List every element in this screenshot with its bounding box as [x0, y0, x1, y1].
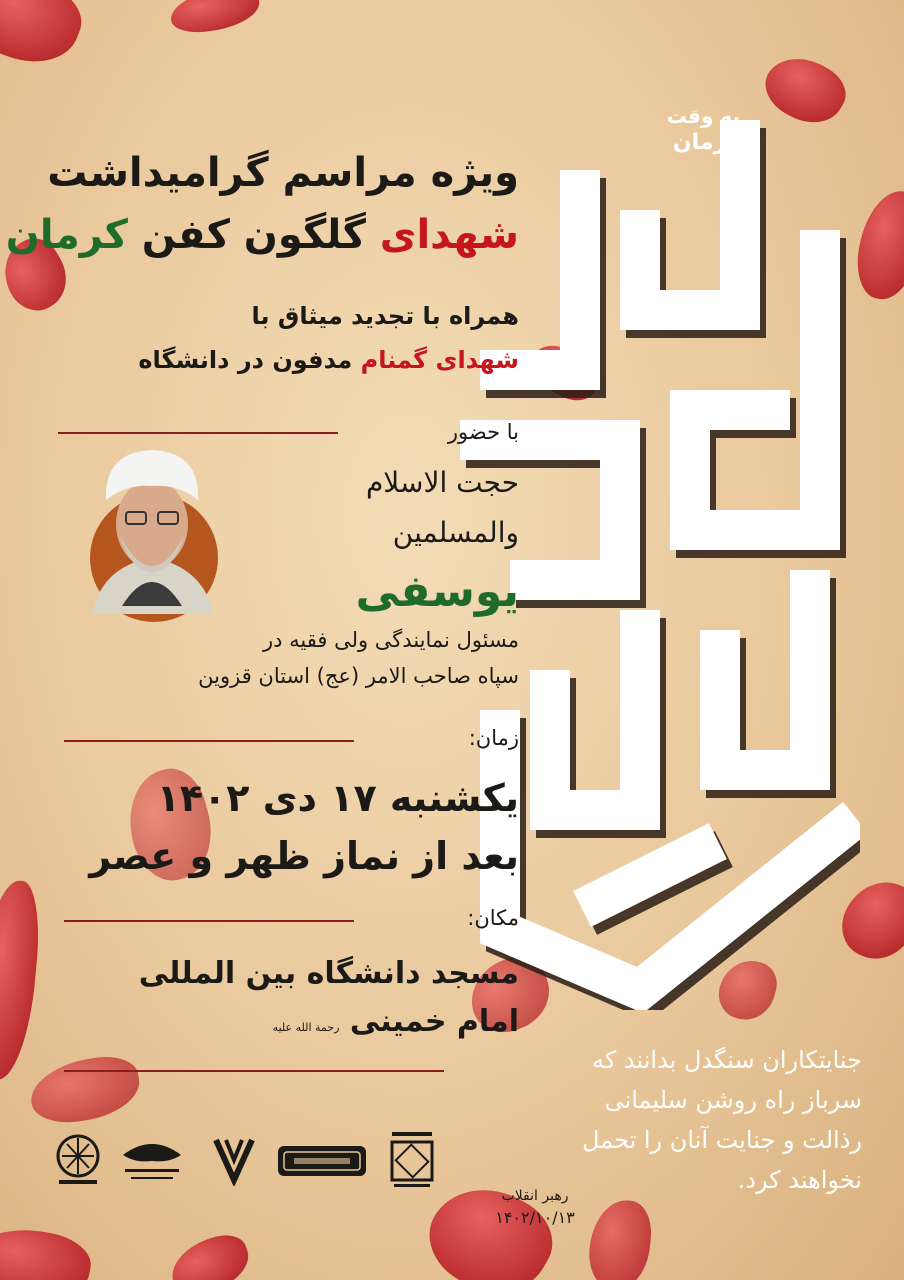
quote-line1: جنایتکاران سنگدل بدانند که: [591, 1046, 862, 1074]
rose-petal: [0, 1220, 95, 1280]
banner-logo-icon: [272, 1130, 372, 1190]
rose-petal: [26, 1051, 145, 1129]
headline-green-part: کرمان: [5, 212, 128, 258]
honorific: رحمة الله علیه: [272, 1021, 340, 1034]
rose-petal: [0, 878, 44, 1082]
venue-line1: مسجد دانشگاه بین المللی: [138, 956, 519, 991]
subheadline-line2: [138, 346, 519, 374]
subheadline-line1: همراه با تجدید میثاق با: [251, 302, 519, 330]
seal-icon: [112, 1130, 192, 1190]
headline-dark-part: گلگون کفن: [141, 212, 366, 258]
rose-petal: [586, 1198, 654, 1280]
speaker-name: یوسفی: [355, 566, 519, 617]
headline-line2: [6, 212, 519, 258]
subheadline-dark-part: مدفون در دانشگاه: [138, 346, 353, 374]
subheadline-red-part: شهدای گمنام: [360, 346, 519, 374]
basij-icon: [46, 1130, 110, 1190]
rose-petal: [0, 0, 90, 76]
speaker-title-1: حجت الاسلام: [365, 466, 519, 499]
headline-red-part: شهدای: [379, 212, 519, 258]
quote-line4: نخواهند کرد.: [737, 1166, 862, 1194]
event-time: بعد از نماز ظهر و عصر: [89, 834, 519, 878]
speaker-role-1: مسئول نمایندگی ولی فقیه در: [262, 628, 519, 652]
kerman-tag-line2: کرمان: [672, 130, 740, 155]
rose-petal: [164, 1228, 256, 1280]
place-label: مکان:: [467, 906, 519, 930]
divider: [64, 1070, 444, 1072]
quote-line2: سرباز راه روشن سلیمانی: [604, 1086, 862, 1114]
venue-name: امام خمینی: [349, 1004, 519, 1039]
divider: [64, 920, 354, 922]
quote-date: ۱۴۰۲/۱۰/۱۳: [495, 1208, 575, 1227]
headline-line1: ویژه مراسم گرامیداشت: [47, 150, 519, 196]
rose-petal: [167, 0, 263, 38]
divider: [64, 740, 354, 742]
presence-label: با حضور: [447, 420, 519, 444]
speaker-photo: [82, 446, 222, 614]
event-date: یکشنبه ۱۷ دی ۱۴۰۲: [156, 776, 519, 820]
speaker-role-2: سپاه صاحب الامر (عج) استان قزوین: [198, 664, 519, 688]
university-emblem-icon: [384, 1130, 440, 1190]
kerman-tag-line1: به وقت: [666, 104, 740, 128]
arrow-emblem-icon: [204, 1130, 264, 1190]
quote-source: رهبر انقلاب: [501, 1188, 569, 1204]
venue-line2: [273, 1004, 519, 1039]
speaker-title-2: والمسلمین: [392, 516, 519, 549]
divider: [58, 432, 338, 434]
quote-line3: رذالت و جنایت آنان را تحمل: [582, 1126, 862, 1154]
time-label: زمان:: [468, 726, 519, 750]
